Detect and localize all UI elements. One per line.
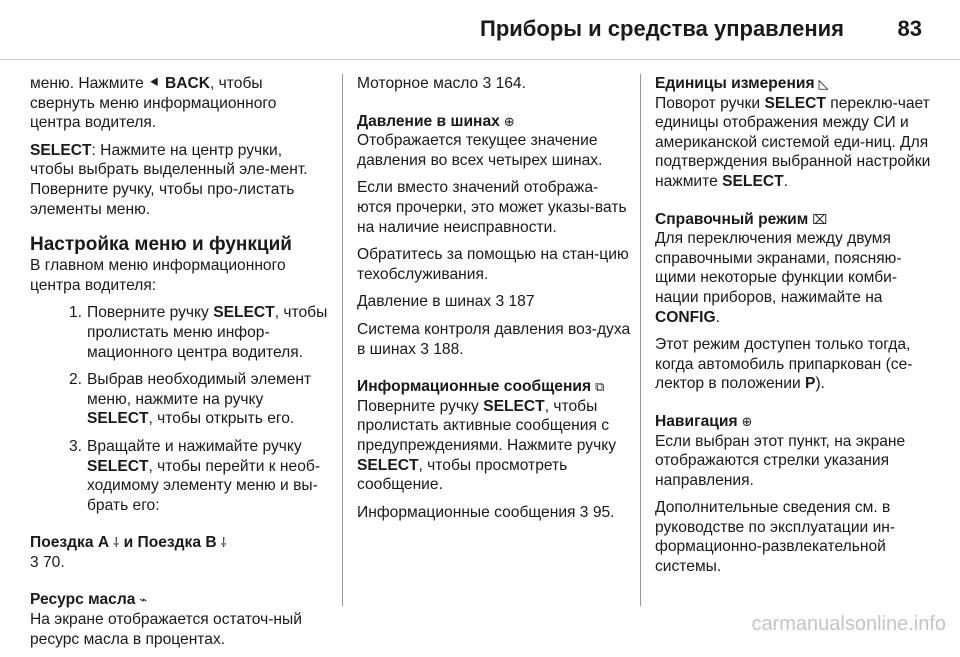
list-number: 1. [68, 304, 82, 322]
info-messages-text: Поверните ручку SELECT, чтобы пролистать активные сообщения с предупреждениями. Нажмите ручку SELECT, чтобы просмотреть сообщение. [357, 397, 617, 494]
oil-life-text: На экране отображается остаточ-ный ресурс масла в процентах. [30, 611, 302, 648]
book-icon: ⌧ [812, 211, 828, 227]
page-number: 83 [897, 16, 922, 41]
page-title: Приборы и средства управления [480, 16, 844, 41]
list-item: 2. Выбрав необходимый элемент меню, нажмите на ручку SELECT, чтобы открыть его. [30, 370, 328, 429]
page-header [0, 0, 960, 62]
header-divider [0, 59, 960, 60]
tire-text: Если вместо значений отобража-ются прочерки, это может указы-вать на наличие неисправности. [357, 179, 627, 236]
navigation-text: Если выбран этот пункт, на экране отображаются стрелки указания направления. [655, 432, 906, 489]
column-1 [30, 74, 328, 657]
engine-oil-reference: Моторное масло 3 164. [357, 75, 526, 92]
section-heading-oil-life: Ресурс масла ⌁ [30, 591, 148, 609]
list-item: 3. Вращайте и нажимайте ручку SELECT, чтобы перейти к необ-ходимому элементу меню и вы-брать его: [30, 437, 328, 515]
section-heading-reference-mode: Справочный режим ⌧ [655, 210, 828, 228]
watermark: carmanualsonline.info [751, 613, 946, 635]
info-messages-reference: Информационные сообщения 3 95. [357, 503, 615, 521]
tire-text: Отображается текущее значение давления во всех четырех шинах. [357, 132, 603, 169]
back-label: BACK [164, 75, 211, 92]
compass-icon: ⊕ [741, 413, 753, 429]
paragraph-select: SELECT: Нажмите на центр ручки, чтобы выбрать выделенный эле-мент. Поверните ручку, чтобы про-листать элементы меню. [30, 141, 308, 218]
tire-pressure-reference: Давление в шинах 3 187 [357, 293, 535, 311]
navigation-text: Дополнительные сведения см. в руководстве по эксплуатации ин-формационно-развлекательной системы. [655, 499, 896, 576]
list-item: 1. Поверните ручку SELECT, чтобы пролистать меню инфор-мационного центра водителя. [30, 303, 328, 362]
section-heading-trip: Поездка A ⸸ и Поездка B ⸸ [30, 534, 227, 552]
paragraph-back: меню. Нажмите ⯇ BACK, чтобы свернуть меню информационного центра водителя. [30, 75, 277, 132]
section-heading-info-messages: Информационные сообщения ⧉ [357, 378, 605, 396]
trip-reference: 3 70. [30, 553, 65, 571]
column-divider-1 [342, 74, 343, 606]
section-heading-navigation: Навигация ⊕ [655, 412, 753, 430]
list-number: 2. [68, 371, 82, 389]
section-heading-menu-setup: Настройка меню и функций [30, 234, 292, 256]
trip-icon: ⸸ [220, 535, 227, 551]
units-text: Поворот ручки SELECT переклю-чает единицы отображения между СИ и американской системой еди-ниц. Для подтверждения выбранной настройки нажмите SELECT. [655, 94, 931, 190]
tire-pressure-icon: ⊕ [503, 113, 515, 129]
tpms-reference: Система контроля давления воз-духа в шинах 3 188. [357, 320, 631, 358]
reference-mode-text: Этот режим доступен только тогда, когда автомобиль припаркован (се-лектор в положении P). [655, 336, 913, 393]
section-heading-units: Единицы измерения ◺ [655, 75, 829, 92]
intro-text: В главном меню информационного центра водителя: [30, 257, 286, 294]
trip-icon: ⸸ [113, 535, 120, 551]
column-divider-2 [640, 74, 641, 606]
ruler-icon: ◺ [818, 76, 829, 91]
tire-text: Обратитесь за помощью на стан-цию техобслуживания. [357, 246, 629, 283]
select-label: SELECT [30, 141, 92, 159]
back-arrow-icon: ⯇ [148, 75, 161, 92]
message-icon: ⧉ [595, 379, 605, 395]
reference-mode-text: Для переключения между двумя справочными экранами, поясняю-щими некоторые функции комби-нации приборов, нажимайте на CONFIG. [655, 230, 902, 326]
section-heading-tire-pressure: Давление в шинах ⊕ [357, 112, 515, 130]
list-number: 3. [68, 437, 82, 455]
oil-can-icon: ⌁ [139, 592, 148, 608]
column-3 [655, 74, 935, 585]
column-2 [357, 74, 632, 530]
